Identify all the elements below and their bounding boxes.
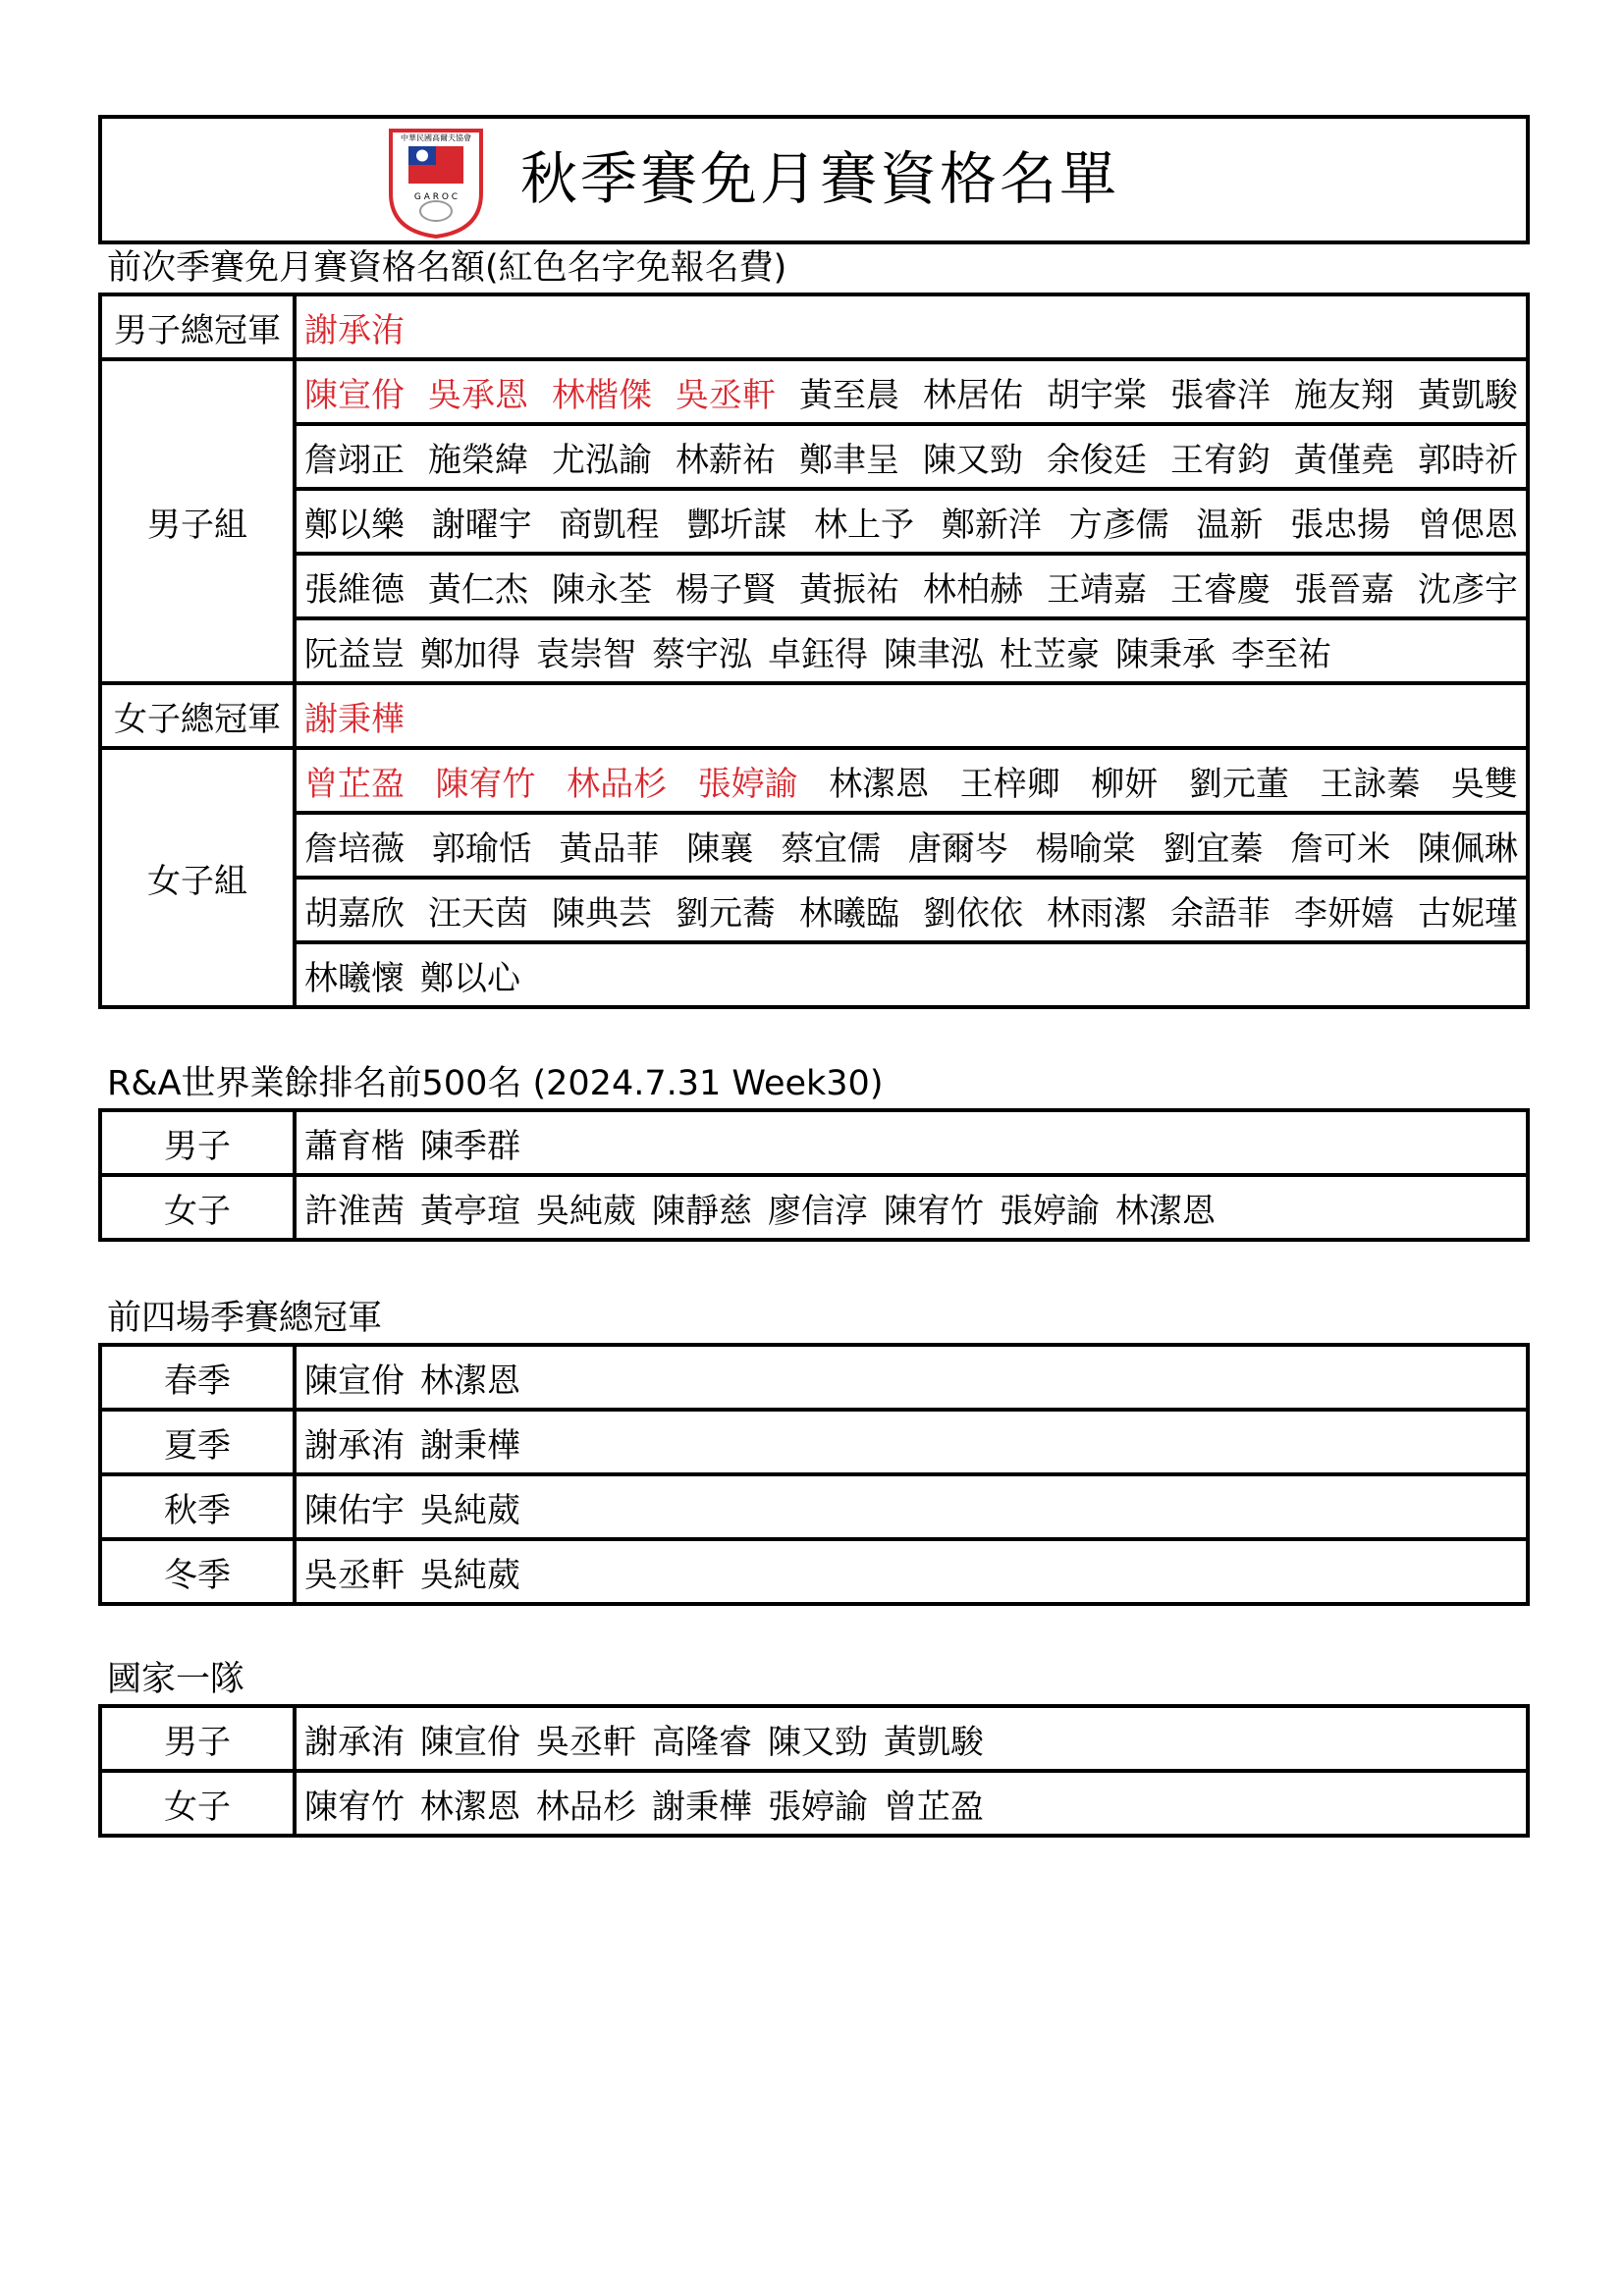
name: 黃亭瑄	[420, 1191, 520, 1231]
page-title: 秋季賽免月賽資格名單	[520, 145, 1120, 212]
name: 謝承洧	[304, 1425, 405, 1466]
name: 沈彥宇	[1418, 569, 1518, 610]
name: 謝秉樺	[652, 1787, 752, 1827]
name: 陳又勁	[768, 1722, 868, 1762]
category-cell: 春季	[100, 1345, 295, 1410]
names-list	[304, 951, 1518, 999]
name: 酆圻謀	[686, 505, 787, 545]
name: 商凱程	[559, 505, 660, 545]
name: 林潔恩	[420, 1787, 520, 1827]
table-row	[100, 294, 1528, 359]
table-row	[100, 1771, 1528, 1836]
name: 林曦臨	[799, 893, 899, 934]
name: 張忠揚	[1290, 505, 1391, 545]
category-cell: 女子總冠軍	[100, 683, 295, 748]
table-row	[100, 813, 1528, 878]
table-row	[100, 1474, 1528, 1539]
category-cell: 冬季	[100, 1539, 295, 1604]
name: 余俊廷	[1047, 440, 1147, 480]
name: 張維德	[304, 569, 405, 610]
names-list	[304, 1119, 1518, 1167]
name: 陳宣佾	[420, 1722, 520, 1762]
name: 王梓卿	[959, 764, 1060, 804]
logo-text-bottom: G A R O C	[413, 192, 459, 202]
name: 王睿慶	[1170, 569, 1271, 610]
table-row	[100, 359, 1528, 424]
table-row	[100, 1706, 1528, 1771]
category-cell: 女子	[100, 1175, 295, 1240]
names-list	[304, 1715, 1518, 1763]
name-fee-waived: 張婷諭	[697, 764, 798, 804]
name: 劉元蕎	[676, 893, 776, 934]
name: 林居佑	[923, 375, 1023, 415]
names-list	[304, 1548, 1518, 1596]
names-list	[304, 1483, 1518, 1531]
name-fee-waived: 吳承恩	[428, 375, 528, 415]
names-cell	[295, 618, 1528, 683]
name: 林雨潔	[1047, 893, 1147, 934]
category-cell: 女子組	[100, 748, 295, 1007]
name-fee-waived: 林品杉	[567, 764, 668, 804]
names-cell	[295, 1771, 1528, 1836]
name: 郭時祈	[1418, 440, 1518, 480]
names-cell	[295, 942, 1528, 1007]
names-list	[304, 368, 1518, 416]
name: 柳妍	[1091, 764, 1159, 804]
name: 尤泓諭	[552, 440, 652, 480]
name: 林上予	[814, 505, 915, 545]
name-fee-waived: 林楷傑	[552, 375, 652, 415]
name: 郭瑜恬	[431, 828, 532, 869]
table-row	[100, 878, 1528, 942]
name: 蕭育楷	[304, 1126, 405, 1166]
names-list	[304, 886, 1518, 934]
names-list	[304, 498, 1518, 546]
name: 陳聿泓	[884, 634, 984, 674]
name: 林薪祐	[676, 440, 776, 480]
name: 楊子賢	[676, 569, 776, 610]
name: 林柏赫	[923, 569, 1023, 610]
name: 温新	[1196, 505, 1264, 545]
name: 卓鈺得	[768, 634, 868, 674]
names-cell	[295, 489, 1528, 554]
names-cell	[295, 1345, 1528, 1410]
names-cell	[295, 1410, 1528, 1474]
name: 黃僅堯	[1294, 440, 1394, 480]
name: 林潔恩	[1115, 1191, 1216, 1231]
table-row	[100, 683, 1528, 748]
name: 張睿洋	[1170, 375, 1271, 415]
name: 陳靜慈	[652, 1191, 752, 1231]
table-row	[100, 1539, 1528, 1604]
name: 黃仁杰	[428, 569, 528, 610]
title-box	[98, 115, 1530, 244]
names-list	[304, 1418, 1518, 1467]
names-cell	[295, 294, 1528, 359]
name: 高隆睿	[652, 1722, 752, 1762]
name: 曾芷盈	[884, 1787, 984, 1827]
name: 陳襄	[686, 828, 754, 869]
name: 廖信淳	[768, 1191, 868, 1231]
names-cell	[295, 554, 1528, 618]
section1-label: 前次季賽免月賽資格名額(紅色名字免報名費)	[107, 248, 787, 288]
name: 劉宜蓁	[1163, 828, 1264, 869]
name: 詹翊正	[304, 440, 405, 480]
name: 林潔恩	[829, 764, 930, 804]
category-cell: 男子	[100, 1110, 295, 1175]
names-cell	[295, 1474, 1528, 1539]
table-row	[100, 942, 1528, 1007]
name: 陳秉承	[1115, 634, 1216, 674]
logo-text-top: 中華民國高爾夫協會	[401, 133, 471, 142]
table-row	[100, 1110, 1528, 1175]
name: 袁崇智	[536, 634, 636, 674]
section1-table	[98, 293, 1530, 1009]
name: 李至祐	[1231, 634, 1331, 674]
name-fee-waived: 曾芷盈	[304, 764, 405, 804]
name: 林品杉	[536, 1787, 636, 1827]
name: 陳宥竹	[884, 1191, 984, 1231]
category-cell: 女子	[100, 1771, 295, 1836]
name: 陳宥竹	[304, 1787, 405, 1827]
name: 陳季群	[420, 1126, 520, 1166]
name: 吳純葳	[420, 1490, 520, 1530]
name: 黃品菲	[559, 828, 660, 869]
name-fee-waived: 謝承洧	[304, 310, 405, 350]
name: 陳佑宇	[304, 1490, 405, 1530]
name: 楊喻棠	[1035, 828, 1136, 869]
name: 林曦懷	[304, 958, 405, 998]
name: 古妮瑾	[1418, 893, 1518, 934]
name: 鄭新洋	[941, 505, 1042, 545]
names-list	[304, 1780, 1518, 1828]
garoc-logo-icon	[383, 125, 489, 240]
category-cell: 秋季	[100, 1474, 295, 1539]
names-cell	[295, 1175, 1528, 1240]
names-list	[304, 562, 1518, 611]
name: 鄭以樂	[304, 505, 405, 545]
name-fee-waived: 陳宣佾	[304, 375, 405, 415]
name: 阮益豈	[304, 634, 405, 674]
name: 李妍嬉	[1294, 893, 1394, 934]
name: 陳永荃	[552, 569, 652, 610]
names-cell	[295, 1706, 1528, 1771]
name: 張晉嘉	[1294, 569, 1394, 610]
name: 鄭加得	[420, 634, 520, 674]
names-cell	[295, 1539, 1528, 1604]
name: 黃振祐	[799, 569, 899, 610]
section3-table	[98, 1343, 1530, 1606]
name-fee-waived: 吳丞軒	[676, 375, 776, 415]
name: 張婷諭	[768, 1787, 868, 1827]
names-list	[304, 1354, 1518, 1402]
section4-table	[98, 1704, 1530, 1838]
name: 施友翔	[1294, 375, 1394, 415]
names-cell	[295, 424, 1528, 489]
section2-table	[98, 1108, 1530, 1242]
name: 謝承洧	[304, 1722, 405, 1762]
name: 陳又勁	[923, 440, 1023, 480]
name: 吳純葳	[536, 1191, 636, 1231]
names-list	[304, 433, 1518, 481]
name: 許淮茜	[304, 1191, 405, 1231]
name: 吳丞軒	[304, 1555, 405, 1595]
name: 鄭以心	[420, 958, 520, 998]
name: 鄭聿呈	[799, 440, 899, 480]
names-cell	[295, 748, 1528, 813]
name: 吳雙	[1450, 764, 1518, 804]
name: 胡宇棠	[1047, 375, 1147, 415]
names-cell	[295, 359, 1528, 424]
name: 王宥鈞	[1170, 440, 1271, 480]
name: 杜苙豪	[1000, 634, 1100, 674]
name: 吳丞軒	[536, 1722, 636, 1762]
name: 方彥儒	[1068, 505, 1169, 545]
name: 陳佩琳	[1417, 828, 1518, 869]
name: 蔡宜儒	[781, 828, 882, 869]
name: 黃凱駿	[884, 1722, 984, 1762]
names-cell	[295, 683, 1528, 748]
table-row	[100, 489, 1528, 554]
table-row	[100, 424, 1528, 489]
name: 陳典芸	[552, 893, 652, 934]
name: 曾偲恩	[1417, 505, 1518, 545]
name: 胡嘉欣	[304, 893, 405, 934]
name: 余語菲	[1170, 893, 1271, 934]
name: 唐爾岑	[907, 828, 1008, 869]
name: 謝曜宇	[431, 505, 532, 545]
name: 王詠蓁	[1320, 764, 1421, 804]
section3-label: 前四場季賽總冠軍	[107, 1299, 383, 1338]
names-cell	[295, 813, 1528, 878]
names-list	[304, 692, 1518, 740]
table-row	[100, 1175, 1528, 1240]
name: 詹可米	[1290, 828, 1391, 869]
name: 林潔恩	[420, 1361, 520, 1401]
category-cell: 男子組	[100, 359, 295, 683]
names-list	[304, 1184, 1518, 1232]
name: 詹培薇	[304, 828, 405, 869]
table-row	[100, 618, 1528, 683]
table-row	[100, 1345, 1528, 1410]
category-cell: 夏季	[100, 1410, 295, 1474]
name: 黃凱駿	[1418, 375, 1518, 415]
name-fee-waived: 謝秉樺	[304, 699, 405, 739]
name: 劉元董	[1188, 764, 1289, 804]
name: 王靖嘉	[1047, 569, 1147, 610]
section4-label: 國家一隊	[107, 1660, 245, 1699]
name: 蔡宇泓	[652, 634, 752, 674]
table-row	[100, 1410, 1528, 1474]
names-cell	[295, 1110, 1528, 1175]
name: 吳純葳	[420, 1555, 520, 1595]
table-row	[100, 554, 1528, 618]
category-cell: 男子	[100, 1706, 295, 1771]
names-list	[304, 627, 1518, 675]
name: 汪天茵	[428, 893, 528, 934]
name: 施榮緯	[428, 440, 528, 480]
names-list	[304, 822, 1518, 870]
name: 謝秉樺	[420, 1425, 520, 1466]
names-cell	[295, 878, 1528, 942]
name: 劉依依	[923, 893, 1023, 934]
names-list	[304, 757, 1518, 805]
table-row	[100, 748, 1528, 813]
name: 陳宣佾	[304, 1361, 405, 1401]
name: 黃至晨	[799, 375, 899, 415]
category-cell: 男子總冠軍	[100, 294, 295, 359]
name-fee-waived: 陳宥竹	[435, 764, 536, 804]
names-list	[304, 303, 1518, 351]
name: 張婷諭	[1000, 1191, 1100, 1231]
section2-label: R&A世界業餘排名前500名 (2024.7.31 Week30)	[107, 1064, 884, 1103]
